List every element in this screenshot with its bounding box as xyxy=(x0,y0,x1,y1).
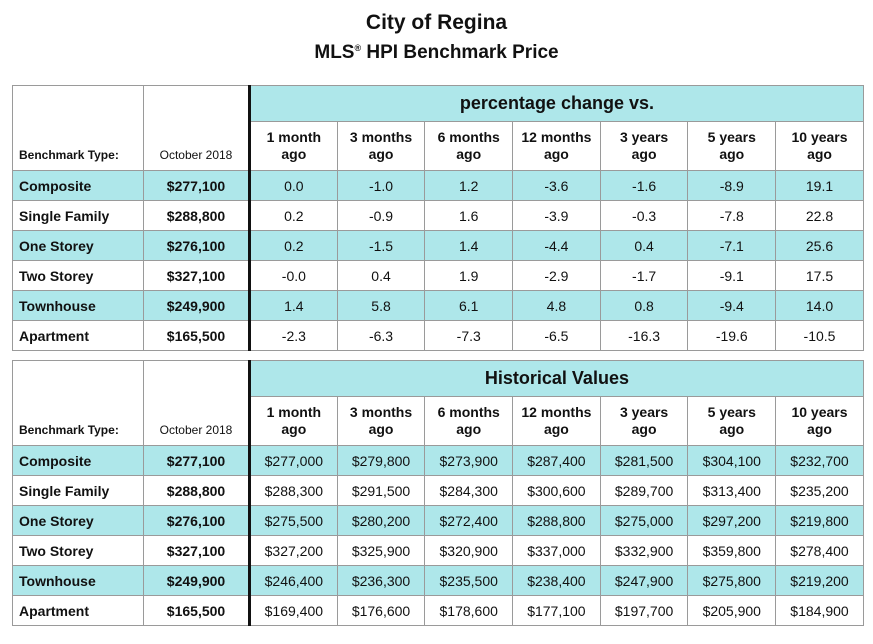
benchmark-type-cell: Single Family xyxy=(13,201,144,231)
benchmark-type-cell: Two Storey xyxy=(13,261,144,291)
period-label-line2: ago xyxy=(456,421,482,437)
benchmark-price-cell: $249,900 xyxy=(144,291,250,321)
value-cell: $277,000 xyxy=(250,446,338,476)
period-header xyxy=(600,122,688,171)
table-row xyxy=(13,566,864,596)
value-cell: 0.4 xyxy=(337,261,425,291)
value-cell: 1.9 xyxy=(425,261,513,291)
value-cell: $176,600 xyxy=(337,596,425,626)
value-cell: $313,400 xyxy=(688,476,776,506)
period-label-line2: ago xyxy=(719,146,745,162)
table-row xyxy=(13,261,864,291)
value-cell: 1.4 xyxy=(250,291,338,321)
period-label-line1: 3 months xyxy=(349,129,413,145)
value-cell: 0.4 xyxy=(600,231,688,261)
value-cell: -10.5 xyxy=(776,321,864,351)
value-cell: $297,200 xyxy=(688,506,776,536)
value-cell: -16.3 xyxy=(600,321,688,351)
benchmark-type-cell: Composite xyxy=(13,171,144,201)
period-label-line2: ago xyxy=(631,421,657,437)
value-cell: -19.6 xyxy=(688,321,776,351)
period-label-line1: 3 months xyxy=(349,404,413,420)
header-band-row xyxy=(13,361,864,397)
value-cell: $278,400 xyxy=(776,536,864,566)
benchmark-type-cell: Townhouse xyxy=(13,291,144,321)
period-label-line1: 1 month xyxy=(266,129,322,145)
period-label-line2: ago xyxy=(368,421,394,437)
value-cell: -0.9 xyxy=(337,201,425,231)
subtitle-mls: MLS xyxy=(314,42,355,63)
value-cell: $284,300 xyxy=(425,476,513,506)
value-cell: -7.3 xyxy=(425,321,513,351)
period-label-line2: ago xyxy=(281,421,307,437)
table-row xyxy=(13,231,864,261)
benchmark-type-cell: Apartment xyxy=(13,321,144,351)
value-cell: -2.9 xyxy=(513,261,601,291)
benchmark-price-cell: $288,800 xyxy=(144,476,250,506)
period-label-line1: 5 years xyxy=(707,129,756,145)
value-cell: $320,900 xyxy=(425,536,513,566)
value-cell: -7.1 xyxy=(688,231,776,261)
value-cell: $273,900 xyxy=(425,446,513,476)
table-row xyxy=(13,291,864,321)
page-title: City of Regina xyxy=(365,11,508,34)
percentage-change-table xyxy=(12,85,864,351)
period-label-line2: ago xyxy=(281,146,307,162)
month-header: October 2018 xyxy=(144,361,250,446)
value-cell: $272,400 xyxy=(425,506,513,536)
value-cell: $178,600 xyxy=(425,596,513,626)
value-cell: $235,200 xyxy=(776,476,864,506)
value-cell: 4.8 xyxy=(513,291,601,321)
period-label-line2: ago xyxy=(631,146,657,162)
subtitle-rest: HPI Benchmark Price xyxy=(361,42,559,63)
period-header xyxy=(688,397,776,446)
value-cell: 19.1 xyxy=(776,171,864,201)
value-cell: $232,700 xyxy=(776,446,864,476)
value-cell: 6.1 xyxy=(425,291,513,321)
value-cell: $291,500 xyxy=(337,476,425,506)
value-cell: $219,200 xyxy=(776,566,864,596)
value-cell: $287,400 xyxy=(513,446,601,476)
value-cell: -9.1 xyxy=(688,261,776,291)
benchmark-type-cell: Townhouse xyxy=(13,566,144,596)
value-cell: -6.5 xyxy=(513,321,601,351)
benchmark-price-cell: $327,100 xyxy=(144,261,250,291)
table-row xyxy=(13,536,864,566)
value-cell: -9.4 xyxy=(688,291,776,321)
benchmark-price-cell: $327,100 xyxy=(144,536,250,566)
value-cell: -1.7 xyxy=(600,261,688,291)
period-header xyxy=(337,397,425,446)
value-cell: $197,700 xyxy=(600,596,688,626)
period-header xyxy=(513,397,601,446)
value-cell: 25.6 xyxy=(776,231,864,261)
table-row xyxy=(13,476,864,506)
value-cell: $288,300 xyxy=(250,476,338,506)
value-cell: $289,700 xyxy=(600,476,688,506)
value-cell: $337,000 xyxy=(513,536,601,566)
period-label-line2: ago xyxy=(543,421,569,437)
value-cell: $275,500 xyxy=(250,506,338,536)
value-cell: -1.5 xyxy=(337,231,425,261)
period-label-line1: 12 months xyxy=(521,404,592,420)
value-cell: -3.9 xyxy=(513,201,601,231)
value-cell: 1.2 xyxy=(425,171,513,201)
value-cell: 0.2 xyxy=(250,201,338,231)
value-cell: -1.0 xyxy=(337,171,425,201)
value-cell: -1.6 xyxy=(600,171,688,201)
value-cell: $236,300 xyxy=(337,566,425,596)
period-header xyxy=(425,122,513,171)
value-cell: $327,200 xyxy=(250,536,338,566)
period-header xyxy=(600,397,688,446)
benchmark-type-cell: Composite xyxy=(13,446,144,476)
benchmark-price-cell: $288,800 xyxy=(144,201,250,231)
period-label-line2: ago xyxy=(456,146,482,162)
period-header xyxy=(776,122,864,171)
value-cell: 22.8 xyxy=(776,201,864,231)
value-cell: $177,100 xyxy=(513,596,601,626)
table-row xyxy=(13,171,864,201)
value-cell: -0.0 xyxy=(250,261,338,291)
month-header: October 2018 xyxy=(144,86,250,171)
period-label-line2: ago xyxy=(368,146,394,162)
benchmark-price-cell: $165,500 xyxy=(144,596,250,626)
value-cell: 14.0 xyxy=(776,291,864,321)
value-cell: $275,800 xyxy=(688,566,776,596)
value-cell: $332,900 xyxy=(600,536,688,566)
period-label-line1: 10 years xyxy=(791,404,848,420)
benchmark-type-cell: One Storey xyxy=(13,506,144,536)
value-cell: $275,000 xyxy=(600,506,688,536)
value-cell: $281,500 xyxy=(600,446,688,476)
period-label-line2: ago xyxy=(719,421,745,437)
benchmark-price-cell: $276,100 xyxy=(144,506,250,536)
period-header xyxy=(513,122,601,171)
value-cell: $238,400 xyxy=(513,566,601,596)
value-cell: $235,500 xyxy=(425,566,513,596)
value-cell: $184,900 xyxy=(776,596,864,626)
value-cell: -7.8 xyxy=(688,201,776,231)
benchmark-price-cell: $277,100 xyxy=(144,446,250,476)
period-label-line1: 1 month xyxy=(266,404,322,420)
section-title: percentage change vs. xyxy=(250,86,864,122)
table-row xyxy=(13,446,864,476)
value-cell: 1.4 xyxy=(425,231,513,261)
period-header xyxy=(250,122,338,171)
value-cell: $246,400 xyxy=(250,566,338,596)
value-cell: $205,900 xyxy=(688,596,776,626)
value-cell: $219,800 xyxy=(776,506,864,536)
period-label-line2: ago xyxy=(807,146,832,162)
benchmark-type-cell: One Storey xyxy=(13,231,144,261)
benchmark-type-cell: Single Family xyxy=(13,476,144,506)
benchmark-type-cell: Apartment xyxy=(13,596,144,626)
period-header xyxy=(250,397,338,446)
value-cell: $325,900 xyxy=(337,536,425,566)
title-block xyxy=(0,10,873,65)
table-row xyxy=(13,321,864,351)
value-cell: 5.8 xyxy=(337,291,425,321)
period-label-line1: 3 years xyxy=(619,129,669,145)
benchmark-price-cell: $276,100 xyxy=(144,231,250,261)
period-label-line1: 3 years xyxy=(619,404,669,420)
period-label-line1: 6 months xyxy=(437,129,500,145)
benchmark-price-cell: $249,900 xyxy=(144,566,250,596)
period-header xyxy=(688,122,776,171)
value-cell: -0.3 xyxy=(600,201,688,231)
table-row xyxy=(13,506,864,536)
period-header xyxy=(337,122,425,171)
period-label-line2: ago xyxy=(807,421,832,437)
section-title: Historical Values xyxy=(250,361,864,397)
period-label-line1: 12 months xyxy=(521,129,592,145)
value-cell: -3.6 xyxy=(513,171,601,201)
value-cell: 0.0 xyxy=(250,171,338,201)
value-cell: $279,800 xyxy=(337,446,425,476)
value-cell: $288,800 xyxy=(513,506,601,536)
table-row xyxy=(13,201,864,231)
value-cell: $280,200 xyxy=(337,506,425,536)
period-header xyxy=(776,397,864,446)
period-label-line1: 6 months xyxy=(437,404,500,420)
value-cell: $359,800 xyxy=(688,536,776,566)
benchmark-type-cell: Two Storey xyxy=(13,536,144,566)
historical-values-table xyxy=(12,360,864,626)
benchmark-type-header: Benchmark Type: xyxy=(13,86,144,171)
value-cell: 1.6 xyxy=(425,201,513,231)
period-label-line1: 5 years xyxy=(707,404,756,420)
benchmark-type-header: Benchmark Type: xyxy=(13,361,144,446)
registered-mark: ® xyxy=(354,43,362,53)
value-cell: $300,600 xyxy=(513,476,601,506)
benchmark-price-cell: $165,500 xyxy=(144,321,250,351)
value-cell: -4.4 xyxy=(513,231,601,261)
value-cell: $247,900 xyxy=(600,566,688,596)
period-header xyxy=(425,397,513,446)
header-band-row xyxy=(13,86,864,122)
value-cell: 0.2 xyxy=(250,231,338,261)
period-label-line1: 10 years xyxy=(791,129,848,145)
value-cell: $169,400 xyxy=(250,596,338,626)
value-cell: -6.3 xyxy=(337,321,425,351)
value-cell: $304,100 xyxy=(688,446,776,476)
value-cell: -2.3 xyxy=(250,321,338,351)
value-cell: 17.5 xyxy=(776,261,864,291)
value-cell: -8.9 xyxy=(688,171,776,201)
value-cell: 0.8 xyxy=(600,291,688,321)
table-row xyxy=(13,596,864,626)
benchmark-price-cell: $277,100 xyxy=(144,171,250,201)
period-label-line2: ago xyxy=(543,146,569,162)
page-subtitle xyxy=(0,36,873,65)
